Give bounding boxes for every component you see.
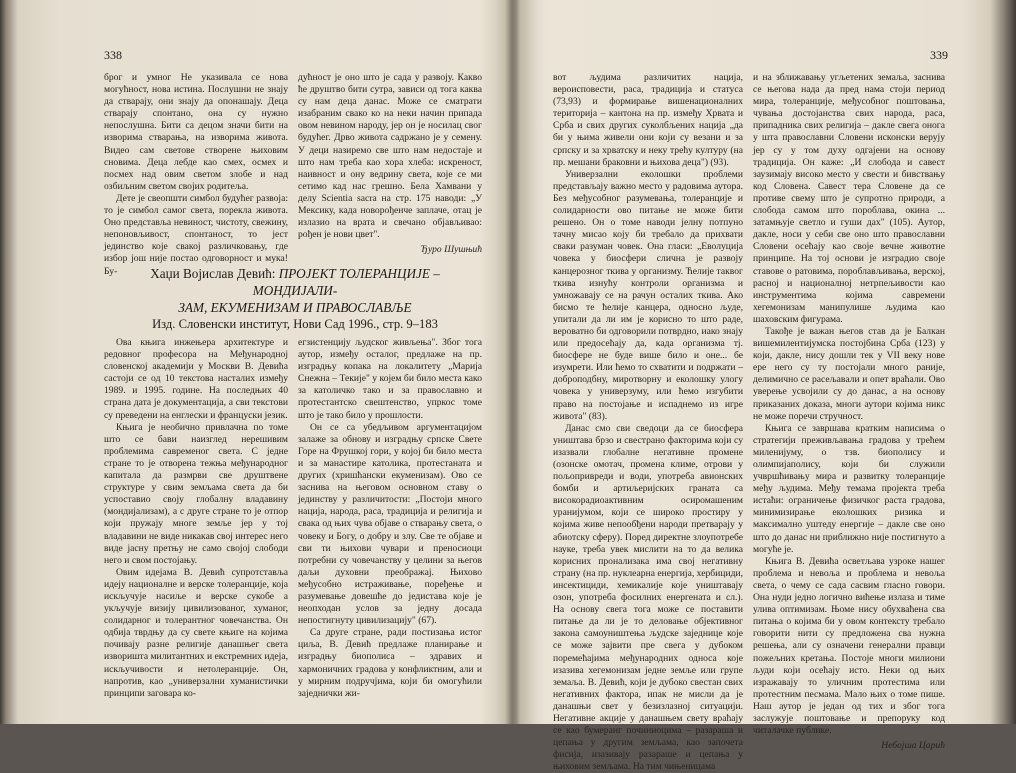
- right-column-1: [553, 72, 743, 773]
- paragraph: вот људима различитих нација, вероисповести, раса, традиција и статуса (73,93) и формирање вишенационалних територија – кантона на пр. између Хрвата и Срба и свих других суколбљених нација „да би у њима живели они који су везани и за српску и за хрватску и неку трећу културу (на пр. мешани браковни и њихова деца") (93).: [553, 72, 743, 168]
- paragraph: Данас смо сви сведоци да се биосфера уништава брзо и свестрано факторима који су изазвали глобалне негативне промене (озонске омотач, промена климе, отрови у пољопривреди и води, употреба авионских бомби и артиљеријских граната са високорадиоактивним осиромашеним уранијумом, који се широко простиру у којима живе непообђени народи претварају у абиотску сферу). Поред директне злоупотребе науке, треба увек мислити на то да велика корисних пронализака има свој негативну страну (на пр. нуклеарна енергија, хербициди, инсектициди, хемикалије које уништавају озон, употреба фосилних енергената и сл.). На основу свега тога може се поставити питање да ли је то деловање објективног закона самоуништења људске заједнице које се може зајвити пре свега у дубоком поремећајима међународних односа које изазива хегемонизам једне земље или групе земаља. В. Девић, који је дубоко свестан свих негативних фактора, ипак не мисли да је данашњи свет у безизлазној ситуацији. Негативне акције у данашњем свету враћају се као бумеранг починиоцима – разараша и цепања у другим земљама, као започета фисија, изазивају разараше и цепања у њиховим земљама. На тим чињеницама: [553, 422, 743, 773]
- left-bottom-column-1: [104, 337, 288, 700]
- paragraph: Универзални еколошки проблеми представљају важно место у радовима аутора. Без међусобног разумевања, толеранције и солидарности ово питање не може бити решено. Он о томе наводи јелну потпуно тачну мисао коју би требало да прихвати сваки разуман човек. Она гласи: „Еволуција човека у биосфери слична је развоју канцерозног ткива у организму. Ћелије таквог ткива изнућу контроли организма и умножавају се на рачун осталих ткива. Ако бисмо те ћелије канцера, односно људе, упитали да ли им је корисно то што раде, вероватно би одговорили потврдно, иако знају или предосећају да, када организма тј. биосфере не буде више било и оне... бе изумрети. Или ћемо то схватити и подржати – доброподбну, миротворну и еколошку улогу човека у универзуму, или ћемо изгубити право на постојање и испаднемо из игре живота" (83).: [553, 168, 743, 422]
- left-top-column-2: [298, 72, 482, 256]
- review-publication: Изд. Словенски институт, Нови Сад 1996., стр. 9–183: [152, 317, 438, 331]
- paragraph: Ова књига инжењера архитектуре и редовног професора на Међународној словенској академији у Москви В. Девића састоји се од 10 текстова насталих између 1989. и 1995. године. На последњих 40 страна дата је документација, а сви текстови су преведени на енглески и француски језик.: [104, 337, 288, 421]
- right-column-2: [753, 72, 945, 752]
- page-number-left: 338: [104, 48, 122, 62]
- paragraph: егзистенцију људског живљења". Због тога аутор, између осталог, предлаже на пр. изградњу копака на локалитету „Марија Снежна – Текије" у којем би било места како за католичко тако и за православно и протестантско свештенство, упркос томе што је тако било у прошлости.: [298, 337, 482, 421]
- paragraph: Са друге стране, ради постизања истог циља, В. Девић предлаже планирање и изградњу биополиса – здравих и хармоничних градова у конфликтним, али и у мирним подручјима, који би омогућили заједнички жи-: [298, 627, 482, 699]
- page-number-right: 339: [930, 48, 948, 62]
- left-top-column-1: [104, 72, 288, 278]
- paragraph: Такође је важан његов став да је Балкан вишемилентијумска постојбина Срба (123) у који, дакле, нису дошли тек у VII веку нове ере него су ту постојали много раније, делимично се расељавали и опет враћали. Ово уверење усвојили су до данас, а на основу приказаних доказа, многи аутори којима никс не може поречи стручност.: [753, 325, 945, 422]
- review-heading: [110, 265, 480, 333]
- paragraph: брог и умног Не указивала се нова могућност, нова истина. Послушни не знају да стварају, они знају да опонашају. Деца стварају спонтано, она су нужно непослушна. Бити са децом значи бити на изворима стварања, на изворима живота. Видео сам светове створене њиховим сновима. Деца лебде као смех, осмех и посмех над овим светом злобе и над озбиљним светом својих родитеља.: [104, 72, 288, 192]
- paragraph: Овим идејама В. Девић супротставља идеју националне и верске толеранције, која искључује насиље и верске сукобе а укључује визију цивилизованог, хуманог, солидарног и толерантног човечанства. Он одбија тврдњу да су свете књиге на којима почивају разне религије данашњег света изворишта милитантних и екстремних идеја, искључивости и нетолеранције. Он, напротив, као „универзални хуманистички принципи заговара ко-: [104, 566, 288, 699]
- book-gutter: [496, 0, 536, 724]
- paragraph: Књига је необично привлачна по томе што се бави наизглед нерешивим проблемима савременог света. С једне стране то је отворена тежња међународног капитала да размрви све друштвене структуре у свим земљама света да би успоставио своју глобалну владавину (мондијализам), а с друге стране то је отпор који пружају многе земље јер у тој владавини не виде никакав свој интерес него виде јасну претњу не само својој слободи него и свом постојању.: [104, 421, 288, 566]
- review-author: Хаџи Војислав Девић:: [150, 266, 276, 281]
- signature: Ђуро Шушњић: [420, 244, 482, 256]
- paragraph: дућност је оно што је сада у развоју. Какво ће друштво бити сутра, зависи од тога каква су нам деца данас. Може се сматрати изабраним свако ко на неки начин припада овом невином народу, јер он је носилац свог будућег. Дрво живота садржано је у семену. У деци назиремо све што нам недостаје и што нам треба као хора хлеба: искреност, наивност и ону ведрину света, које се ми сетимо кад нас грешно. Бела Хамвани у делу Scientia sacra на стр. 175 наводи: „У Мексику, када новорођенче заплаче, отац је излазио на врата и свечано објављивао: рођен је нови цвет".: [298, 72, 482, 241]
- review-title-part2: ЗАМ, ЕКУМЕНИЗАМ И ПРАВОСЛАВЉЕ: [178, 300, 412, 315]
- paragraph: Књига В. Девића осветљава узроке нашег проблема и невоља и проблема и невоља света, о чему се сада сасвим гласно говори. Она нуди једно логично вићење излаза и тиме улива оптимизам. Њоме нису обухваћена сва питања о којима би у овом контексту требало говорити нити су предложена сва нужна решења, али су означени генерални правци пожељних кретања. Постоје многи милиони људи који осећају исто. Неки од њих изражавају то уличним протестима или протестним песмама. Мало њих о томе пише. Наш аутор је један од тих и због тога заслужује поштовање и препоруку код читалачке публике.: [753, 555, 945, 737]
- paragraph: и на зближавању угљетених земаља, заснива се његова нада да пред нама стоји период мира, толеранције, међусобног поштовања, чувања достојанства свих народа, раса, припадника свих религија – дакле свега онога у шта православни Словени исконски верују јер су у том духу одгајени на основу традиција. Он каже: „И слобода и савест заузимају високо место у свести и бивствању код Словена. Савест тера Словене да се противе свему што је супротно природи, а слобода самом што пороблава, окина ... затамњује светло и гуши дах" (105). Аутор, дакле, носи у себи све оно што православни Словени осећају као своје вечне животне принципе. На тој основи је изградио своје ставове о ратовима, пороблављивања, верској, расној и националној нетрпељивости као инструментима којима савремени хегемонизам манипулише људима као шаховским фигурама.: [753, 72, 945, 325]
- signature: Небојша Царић: [881, 740, 945, 752]
- paragraph: Дете је свеопшти симбол будућег развоја: то је симбол самог света, порекла живота. Оно представља невиност, чистоту, свежину, непоновљивост, спонтаност, то јест јединство које свакој различковању, где избор још није постао одговорност и мука! Бу-: [104, 192, 288, 277]
- paragraph: Он се са убедљивом аргументацијом залаже за обнову и изградњу српске Свете Горе на Фрушкој гори, у којој би било места и за манастире католика, протестаната и других (хришћански екуменизам). Ово се заснива на његовом основном ставу о јединству у различитости: „Постоји много нација, народа, раса, традиција и религија и свака од њих чува објаве о стварању света, о човеку и Богу, о добру и злу. Све те објаве и сви ти њихови чувари и преносиоци потребни су човечанству у целини за његов даљи духовни преображај. Њихово међусобно истраживање, поређење и разумевање довешће до једистава које је неопходан услов за једну досада непостигнуту цивилизацију" (67).: [298, 421, 482, 627]
- paragraph: Књига се завршава кратким написима о стратегији преживљавања градова у трећем миленијуму, о тзв. биополису и олимпијаполису, који би служили учвршћивању мира и развитку толеранције међу људима. Међу темама пројекта треба истаћи: ограничење физичког раста градова, минимизирање еколошких ризика и максимално уштеду енергије – дакле све оно што до данас ни приближно није постигнуто а могуће је.: [753, 422, 945, 555]
- review-title-part1: ПРОЈЕКТ ТОЛЕРАНЦИЈЕ – МОНДИЈАЛИ-: [252, 266, 440, 298]
- left-bottom-column-2: [298, 337, 482, 700]
